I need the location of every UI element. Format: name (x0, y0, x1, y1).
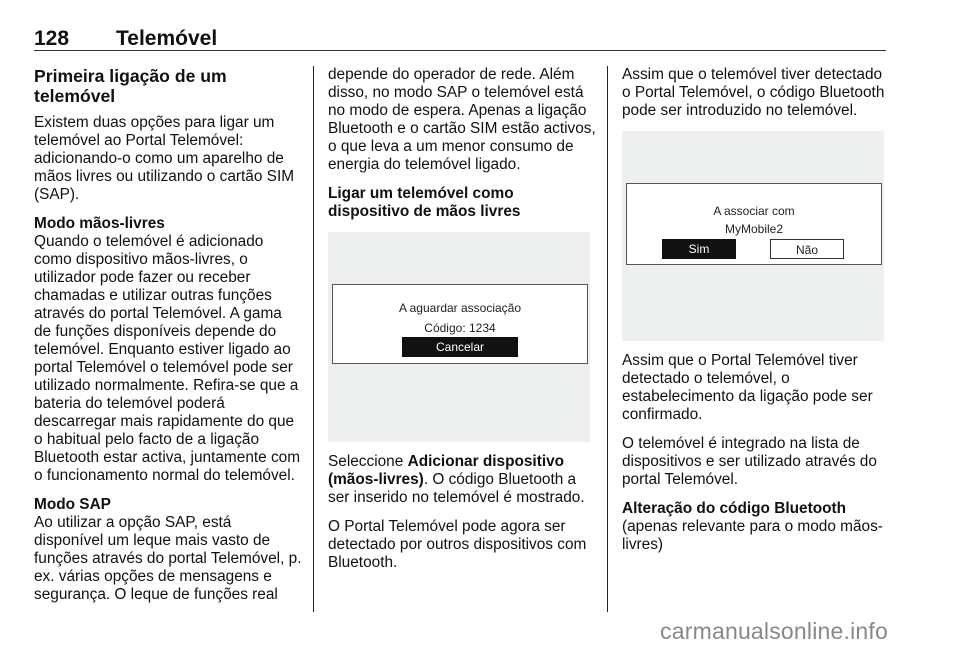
add-device-option: Adicionar dispositivo (mãos-livres) (328, 453, 565, 488)
confirm-dialog (626, 183, 882, 265)
column-3 (622, 66, 890, 565)
pairing-wait-screen (328, 232, 590, 442)
sap-heading: Modo SAP (34, 496, 111, 513)
select-prefix: Seleccione (328, 453, 408, 470)
intro-paragraph: Existem duas opções para ligar um telemóvel ao Portal Telemóvel: adicionando-o como um aparelho de mãos livres ou utilizando o cartão SIM (SAP). (34, 114, 295, 203)
sap-body: Ao utilizar a opção SAP, está disponível um leque mais vasto de funções através do portal Telemóvel, p. ex. várias opções de mensagens e segurança. O leque de funções real (34, 514, 302, 603)
integrated-paragraph: O telemóvel é integrado na lista de dispositivos e ser utilizado através do portal Telemóvel. (622, 435, 877, 488)
yes-button[interactable]: Sim (662, 239, 736, 259)
confirm-paragraph: Assim que o Portal Telemóvel tiver detectado o telemóvel, o estabelecimento da ligação pode ser confirmado. (622, 352, 873, 423)
connect-heading: Ligar um telemóvel como dispositivo de mãos livres (328, 185, 521, 220)
column-1 (34, 66, 302, 615)
continued-paragraph: depende do operador de rede. Além disso, no modo SAP o telemóvel está no modo de espera. Apenas a ligação Bluetooth e o cartão SIM estão activos, o que leva a um menor consumo de energia do telemóvel ligado. (328, 66, 596, 173)
cancel-button[interactable]: Cancelar (402, 337, 518, 357)
section-title: Primeira ligação de um telemóvel (34, 66, 227, 106)
device-name-text: MyMobile2 (724, 222, 784, 236)
waiting-text: A aguardar associação (398, 301, 522, 315)
pairing-dialog (332, 284, 588, 364)
page-header (34, 28, 886, 51)
handsfree-body: Quando o telemóvel é adicionado como dispositivo mãos-livres, o utilizador pode fazer ou receber chamadas e utilizar outras funções através do portal Telemóvel. A gama de funções disponíveis depende do telemóvel. Enquanto estiver ligado ao portal Telemóvel o telemóvel pode ser utilizado normalmente. Refira-se que a bateria do telemóvel poderá descarregar mais rapidamente do que o habitual pelo facto de a ligação Bluetooth estar activa, juntamente com o funcionamento normal do telemóvel. (34, 233, 301, 484)
detect-paragraph: O Portal Telemóvel pode agora ser detectado por outros dispositivos com Bluetooth. (328, 518, 587, 571)
watermark: carmanualsonline.info (660, 618, 888, 644)
detected-paragraph: Assim que o telemóvel tiver detectado o Portal Telemóvel, o código Bluetooth pode ser introduzido no telemóvel. (622, 66, 885, 119)
handsfree-heading: Modo mãos-livres (34, 215, 165, 232)
running-title: Telemóvel (116, 27, 218, 50)
change-code-body: (apenas relevante para o modo mãos-livres) (622, 518, 883, 553)
select-paragraph (328, 453, 596, 507)
column-divider (313, 66, 314, 612)
associating-text: A associar com (713, 204, 795, 218)
pairing-confirm-screen (622, 131, 884, 341)
change-code-heading: Alteração do código Bluetooth (622, 500, 847, 517)
select-suffix: . O código Bluetooth a ser inserido no telemóvel é mostrado. (328, 471, 585, 506)
page-number: 128 (34, 27, 70, 50)
pin-code-text: Código: 1234 (424, 321, 496, 335)
column-divider (607, 66, 608, 612)
no-button[interactable]: Não (770, 239, 844, 259)
handsfree-paragraph (34, 215, 302, 485)
change-code-paragraph (622, 500, 890, 554)
column-2 (328, 66, 596, 583)
sap-paragraph (34, 496, 302, 604)
